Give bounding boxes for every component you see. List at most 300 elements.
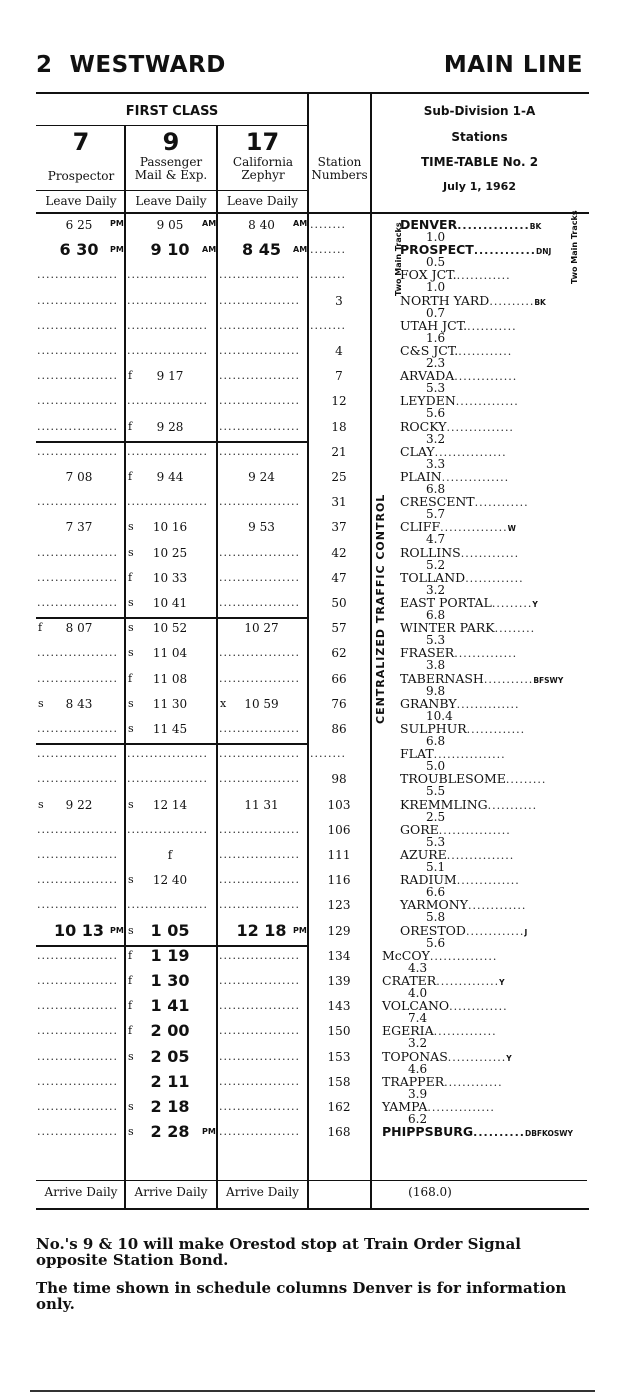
station-leader: ......... <box>491 597 533 610</box>
station-name <box>400 494 529 509</box>
table-row <box>36 491 587 522</box>
station-number: 7 <box>335 369 343 384</box>
train-7-time: 7 08 <box>65 470 93 484</box>
train-7-time-leader: .................. <box>37 268 118 282</box>
station-number: 42 <box>331 545 347 560</box>
train-7-time-flag: s <box>38 797 44 811</box>
train-17-time-leader: .................. <box>219 671 300 685</box>
station-name-text: CRATER <box>382 973 437 988</box>
subdivision-heading: Sub-Division 1-A <box>423 104 536 118</box>
train-7-time: 10 13 <box>53 920 105 940</box>
train-17-time-leader: .................. <box>219 545 300 559</box>
train-17-time: 10 27 <box>244 621 279 636</box>
station-name-text: TROUBLESOME <box>400 771 506 787</box>
stations-heading: Stations <box>451 130 508 144</box>
train-17-time: 10 59 <box>244 696 279 711</box>
train-9-time-flag: f <box>128 369 133 383</box>
station-name <box>400 696 520 711</box>
table-row <box>36 1071 587 1101</box>
station-leader: ................ <box>433 748 506 762</box>
station-leader: ............. <box>466 723 526 736</box>
segment-distance: 5.6 <box>426 935 446 950</box>
train-7-time-leader: .................. <box>37 1049 118 1063</box>
train-17-time-leader: .................. <box>219 646 300 660</box>
station-leader: ......... <box>494 622 536 636</box>
station-name <box>400 242 551 257</box>
train-17-time-leader: .................. <box>219 747 300 761</box>
station-name-text: KREMMLING <box>400 796 488 812</box>
train-7-time-leader: .................. <box>37 671 118 685</box>
station-number: 47 <box>331 570 347 585</box>
station-name-text: GORE <box>400 821 439 837</box>
train-17-time-leader: .................. <box>219 822 300 836</box>
train-17-time-leader: .................. <box>219 394 300 408</box>
train-9-time-leader: .................. <box>127 344 208 357</box>
table-row <box>36 1121 587 1146</box>
segment-distance: 5.6 <box>426 406 446 421</box>
station-number: 139 <box>327 974 351 988</box>
station-name-text: WINTER PARK <box>400 620 495 636</box>
page-bottom-edge <box>30 1390 595 1392</box>
station-number: 162 <box>327 1100 351 1114</box>
station-name <box>400 847 514 862</box>
train-9-time: 9 05 <box>156 218 184 232</box>
train-9-time: 12 14 <box>152 797 188 812</box>
train-17-time-leader: .................. <box>219 444 300 458</box>
station-number: 143 <box>327 999 351 1014</box>
station-name-text: EGERIA <box>382 1023 434 1039</box>
train-7-time: 6 25 <box>65 218 93 232</box>
train-9-time-flag: s <box>128 1125 134 1139</box>
station-name <box>400 771 546 786</box>
station-name <box>400 746 506 761</box>
train-7-time-leader: .................. <box>37 369 118 383</box>
station-number: 66 <box>331 671 347 686</box>
train-7-time-leader: .................. <box>37 848 118 861</box>
train-9-time-flag: f <box>128 1024 133 1038</box>
station-name <box>400 545 519 560</box>
station-leader: ........... <box>467 319 517 333</box>
station-name-text: ROCKY <box>400 418 447 434</box>
station-name-text: DENVER <box>400 217 458 232</box>
train-9-time-leader: .................. <box>127 318 208 332</box>
station-code: DBFKOSWY <box>524 1129 573 1139</box>
train-9-time-leader: .................. <box>127 772 208 786</box>
station-code: Y <box>499 978 505 987</box>
table-row <box>36 416 587 446</box>
station-leader: ............. <box>465 571 524 585</box>
train-17-time-leader: .................. <box>219 369 300 383</box>
train-9-arrive: Arrive Daily <box>134 1185 208 1199</box>
station-name <box>400 872 520 887</box>
train-17-time-leader: .................. <box>219 1125 300 1139</box>
train-17-time: 9 53 <box>248 520 275 535</box>
table-row <box>36 844 587 874</box>
station-number: 153 <box>327 1049 351 1064</box>
table-row <box>36 239 587 270</box>
train-9-time-flag: s <box>128 696 134 710</box>
segment-distance: 2.3 <box>426 356 446 370</box>
train-9-time-flag: s <box>128 873 134 887</box>
page-line-title: MAIN LINE <box>443 52 583 78</box>
train-7-time-leader: .................. <box>37 545 118 559</box>
station-numbers-heading: Station Numbers <box>311 155 368 182</box>
arrive-rule <box>36 1180 587 1181</box>
train-17-time-leader: .................. <box>219 268 300 282</box>
train-7-time-leader: .................. <box>37 344 118 357</box>
station-name-text: TOPONAS <box>382 1048 448 1064</box>
table-row <box>36 642 587 673</box>
train-7-time-leader: .................. <box>37 1100 118 1113</box>
station-name <box>400 217 541 232</box>
train-9-time-leader: .................. <box>127 495 208 509</box>
train-9-time-flag: f <box>128 570 133 584</box>
segment-distance: 6.6 <box>426 885 446 900</box>
train-9-time: 11 30 <box>152 696 188 711</box>
train-17-time-leader: .................. <box>219 1024 300 1038</box>
station-leader: ............. <box>460 546 520 560</box>
train-7-time-leader: .................. <box>37 495 118 509</box>
station-leader: ............... <box>446 420 514 434</box>
train-17-time-leader: .................. <box>219 495 300 509</box>
station-number: 116 <box>327 873 351 888</box>
station-name <box>400 519 516 534</box>
segment-distance: 5.7 <box>426 507 446 522</box>
station-code: DNJ <box>535 247 552 257</box>
train-7-time-leader: .................. <box>37 974 118 987</box>
train-9-time: 2 05 <box>150 1046 190 1066</box>
train-9-time: f <box>167 848 173 862</box>
train-9-time-flag: s <box>128 1049 134 1063</box>
station-name <box>400 419 514 434</box>
train-9-time: 9 10 <box>150 240 190 260</box>
train-7-arrive: Arrive Daily <box>44 1185 118 1199</box>
segment-distance: 3.2 <box>426 582 446 597</box>
station-leader: ............... <box>429 949 498 963</box>
station-name <box>382 1049 512 1064</box>
table-row <box>36 516 587 547</box>
timetable-number: TIME-TABLE No. 2 <box>420 155 539 169</box>
train-7-time-leader: .................. <box>37 898 118 912</box>
station-leader: ................ <box>438 823 511 837</box>
station-name <box>382 948 497 963</box>
train-9-time: 2 11 <box>150 1071 190 1091</box>
station-code: Y <box>532 600 538 609</box>
station-name <box>382 1124 573 1139</box>
station-leader: ............... <box>441 471 510 484</box>
segment-distance: 6.8 <box>426 608 446 622</box>
station-number: 76 <box>331 696 347 711</box>
train-17-time-leader: .................. <box>219 1049 300 1063</box>
station-name-text: YARMONY <box>400 897 468 913</box>
station-code: BK <box>529 222 542 231</box>
station-name-text: CLIFF <box>400 519 441 535</box>
train-9-name: Passenger Mail & Exp. <box>134 155 208 182</box>
train-7-time-leader: .................. <box>37 873 118 887</box>
train-9-time-suffix: PM <box>202 1127 216 1137</box>
train-7-time-leader: .................. <box>37 1125 118 1139</box>
station-number: 111 <box>327 848 351 862</box>
train-9-time: 10 16 <box>152 520 188 535</box>
train-9-time: 2 18 <box>150 1097 190 1116</box>
station-name <box>400 570 524 585</box>
station-leader: .......... <box>473 1126 525 1140</box>
segment-distance: 4.3 <box>408 960 428 975</box>
train-9-time-flag: s <box>128 797 134 811</box>
station-number: 12 <box>331 394 347 409</box>
train-17-time-leader: .................. <box>219 772 300 786</box>
station-name-text: YAMPA <box>382 1099 428 1114</box>
train-7-time-leader: .................. <box>37 722 118 735</box>
station-name <box>400 645 517 660</box>
station-number-leader: ........ <box>310 747 346 761</box>
table-row <box>36 214 587 244</box>
station-name-text: CRESCENT <box>400 494 475 510</box>
station-number: 31 <box>331 495 347 510</box>
train-9-time-flag: s <box>128 621 134 635</box>
train-7-time-flag: f <box>38 621 43 635</box>
table-row <box>36 617 587 648</box>
train-9-time: 1 05 <box>150 920 190 940</box>
train-17-name: California Zephyr <box>232 155 294 182</box>
station-leader: ............ <box>458 345 513 358</box>
train-7-time-leader: .................. <box>37 822 118 836</box>
train-7-number: 7 <box>72 128 90 156</box>
train-9-time-flag: f <box>128 419 133 433</box>
station-leader: ............ <box>473 244 536 258</box>
header-rule <box>36 125 308 126</box>
station-name <box>400 822 511 837</box>
train-7-time-suffix: PM <box>110 245 124 255</box>
train-17-time: 8 40 <box>248 218 275 232</box>
table-row <box>36 1046 587 1076</box>
segment-distance: 3.9 <box>408 1086 428 1101</box>
train-7-time-suffix: PM <box>110 925 124 935</box>
train-9-time-flag: f <box>128 470 133 483</box>
segment-distance: 4.6 <box>408 1061 428 1076</box>
station-name <box>400 293 546 308</box>
station-number: 158 <box>327 1074 351 1089</box>
train-17-time-flag: x <box>220 696 227 710</box>
train-17-time-leader: .................. <box>219 1100 300 1113</box>
station-leader: .............. <box>433 1025 497 1039</box>
train-17-time-leader: .................. <box>219 596 300 609</box>
station-leader: ............. <box>467 899 527 913</box>
train-17-time-leader: .................. <box>219 293 300 307</box>
train-7-time-leader: .................. <box>37 646 118 660</box>
segment-distance: 9.8 <box>426 683 446 698</box>
train-7-time-leader: .................. <box>37 772 118 786</box>
station-number: 18 <box>331 419 347 434</box>
segment-distance: 5.2 <box>426 557 446 572</box>
table-row <box>36 970 587 1000</box>
bottom-rule <box>36 1208 589 1210</box>
station-number: 50 <box>331 596 347 610</box>
train-7-time-leader: .................. <box>37 596 118 609</box>
train-17-time-suffix: AM <box>293 245 308 255</box>
train-9-time: 10 52 <box>152 621 188 636</box>
train-17-time-suffix: AM <box>293 219 308 228</box>
station-name <box>400 469 509 484</box>
train-17-time-leader: .................. <box>219 898 300 912</box>
train-9-time-flag: f <box>128 671 133 685</box>
station-name-text: C&S JCT. <box>400 343 459 358</box>
table-row <box>36 718 587 748</box>
table-row <box>36 1096 587 1126</box>
station-number: 3 <box>335 293 343 308</box>
train-9-time-leader: .................. <box>127 268 208 282</box>
train-9-time-flag: s <box>128 545 134 559</box>
station-name-text: PROSPECT <box>400 242 474 258</box>
table-row <box>36 365 587 396</box>
station-name-text: VOLCANO <box>382 998 450 1014</box>
station-leader: ......... <box>505 773 547 787</box>
train-17-time-leader: .................. <box>219 1074 300 1088</box>
train-7-time: 8 07 <box>65 621 93 636</box>
train-9-time: 9 28 <box>156 419 184 434</box>
segment-distance: 2.5 <box>426 809 446 824</box>
station-leader: .............. <box>457 219 530 232</box>
station-number-leader: ........ <box>310 268 346 282</box>
train-9-number: 9 <box>162 128 180 156</box>
train-9-time-suffix: AM <box>202 245 217 255</box>
station-name <box>400 368 517 383</box>
station-leader: .......... <box>489 294 535 308</box>
train-7-time-flag: s <box>38 696 44 710</box>
station-name <box>400 923 527 938</box>
station-name-text: TOLLAND <box>400 569 466 585</box>
station-name-text: RADIUM <box>400 872 457 888</box>
train-7-time-leader: .................. <box>37 444 118 458</box>
train-9-time: 1 19 <box>150 945 190 965</box>
train-9-time: 11 04 <box>152 646 188 661</box>
station-name-text: GRANBY <box>400 695 457 711</box>
station-leader: .............. <box>454 647 518 661</box>
train-7-time-leader: .................. <box>37 1024 118 1038</box>
train-9-time: 9 17 <box>156 369 184 384</box>
station-leader: .............. <box>436 975 500 988</box>
train-17-time-leader: .................. <box>219 999 300 1013</box>
train-9-time: 1 41 <box>150 996 190 1016</box>
station-leader: ............... <box>427 1101 495 1114</box>
segment-distance: 7.4 <box>408 1011 428 1026</box>
train-7-leave: Leave Daily <box>45 194 117 208</box>
station-name-text: PLAIN <box>400 469 442 484</box>
train-7-time: 6 30 <box>59 240 99 260</box>
station-leader: .............. <box>454 370 518 384</box>
station-number: 57 <box>331 621 347 636</box>
train-17-time: 12 18 <box>236 920 287 940</box>
train-17-time-leader: .................. <box>219 974 300 987</box>
table-row <box>36 315 587 345</box>
train-17-number: 17 <box>245 128 280 156</box>
station-name <box>400 267 511 282</box>
note-orestod: No.'s 9 & 10 will make Orestod stop at Train Order Signal opposite Station Bond. <box>36 1235 521 1269</box>
station-code: J <box>524 927 528 937</box>
train-9-time: 10 41 <box>152 596 188 610</box>
train-7-time-leader: .................. <box>37 570 118 584</box>
table-row <box>36 743 587 774</box>
segment-distance: 4.7 <box>426 532 446 547</box>
station-name-text: SULPHUR <box>400 721 467 736</box>
train-9-time-flag: s <box>128 596 134 609</box>
segment-distance: 5.0 <box>426 759 446 774</box>
segment-distance: 6.8 <box>426 482 446 496</box>
station-name-text: NORTH YARD <box>400 292 490 308</box>
train-9-time-flag: f <box>128 999 133 1013</box>
train-17-leave: Leave Daily <box>226 194 299 208</box>
station-code: W <box>507 524 516 534</box>
segment-distance: 1.0 <box>426 280 446 295</box>
segment-distance: 6.8 <box>426 734 446 748</box>
station-leader: ........... <box>487 798 538 812</box>
segment-distance: 1.0 <box>426 230 446 244</box>
train-7-name: Prospector <box>47 169 115 183</box>
train-9-leave: Leave Daily <box>135 194 207 208</box>
station-number: 98 <box>331 772 347 787</box>
table-row <box>36 592 587 622</box>
station-leader: .............. <box>456 697 520 711</box>
segment-distance: 5.3 <box>426 834 446 849</box>
segment-distance: 0.5 <box>426 255 446 270</box>
station-leader: ............ <box>456 269 511 283</box>
train-7-time-leader: .................. <box>37 419 118 433</box>
station-name <box>400 721 525 736</box>
station-number-leader: ........ <box>310 218 346 231</box>
station-name <box>400 318 517 333</box>
train-9-time-flag: s <box>128 722 134 735</box>
station-name <box>382 1023 497 1038</box>
train-17-time-leader: .................. <box>219 848 300 861</box>
table-row <box>36 894 587 925</box>
table-row <box>36 340 587 370</box>
station-leader: ............. <box>444 1075 503 1089</box>
station-number: 21 <box>331 444 347 459</box>
top-rule <box>36 92 589 94</box>
train-17-time-leader: .................. <box>219 570 300 584</box>
train-9-time: 11 08 <box>152 671 188 686</box>
station-name <box>400 595 538 610</box>
page-header-left <box>36 52 226 78</box>
table-row <box>36 668 587 698</box>
station-name <box>400 620 535 635</box>
station-name <box>382 998 508 1013</box>
station-name <box>400 671 563 686</box>
station-number: 106 <box>327 822 351 837</box>
train-17-time-leader: .................. <box>219 344 300 357</box>
train-9-time-leader: .................. <box>127 293 208 307</box>
train-17-arrive: Arrive Daily <box>226 1185 299 1199</box>
station-name-text: ROLLINS <box>400 544 461 560</box>
train-9-time-flag: s <box>128 923 134 937</box>
table-row <box>36 869 587 900</box>
train-9-time-leader: .................. <box>127 394 208 408</box>
table-row <box>36 542 587 572</box>
train-7-time-suffix: PM <box>110 219 124 228</box>
table-row <box>36 1020 587 1051</box>
table-row <box>36 995 587 1026</box>
station-number-leader: ........ <box>310 318 346 332</box>
table-row <box>36 441 587 471</box>
train-7-time: 7 37 <box>65 520 93 535</box>
station-name-text: CLAY <box>400 443 435 459</box>
train-17-time-leader: .................. <box>219 948 300 962</box>
ctc-label: CENTRALIZED TRAFFIC CONTROL <box>374 493 387 724</box>
station-name <box>400 393 519 408</box>
station-name-text: UTAH JCT. <box>400 317 468 333</box>
train-9-time-leader: .................. <box>127 444 208 458</box>
train-7-time-leader: .................. <box>37 948 118 962</box>
